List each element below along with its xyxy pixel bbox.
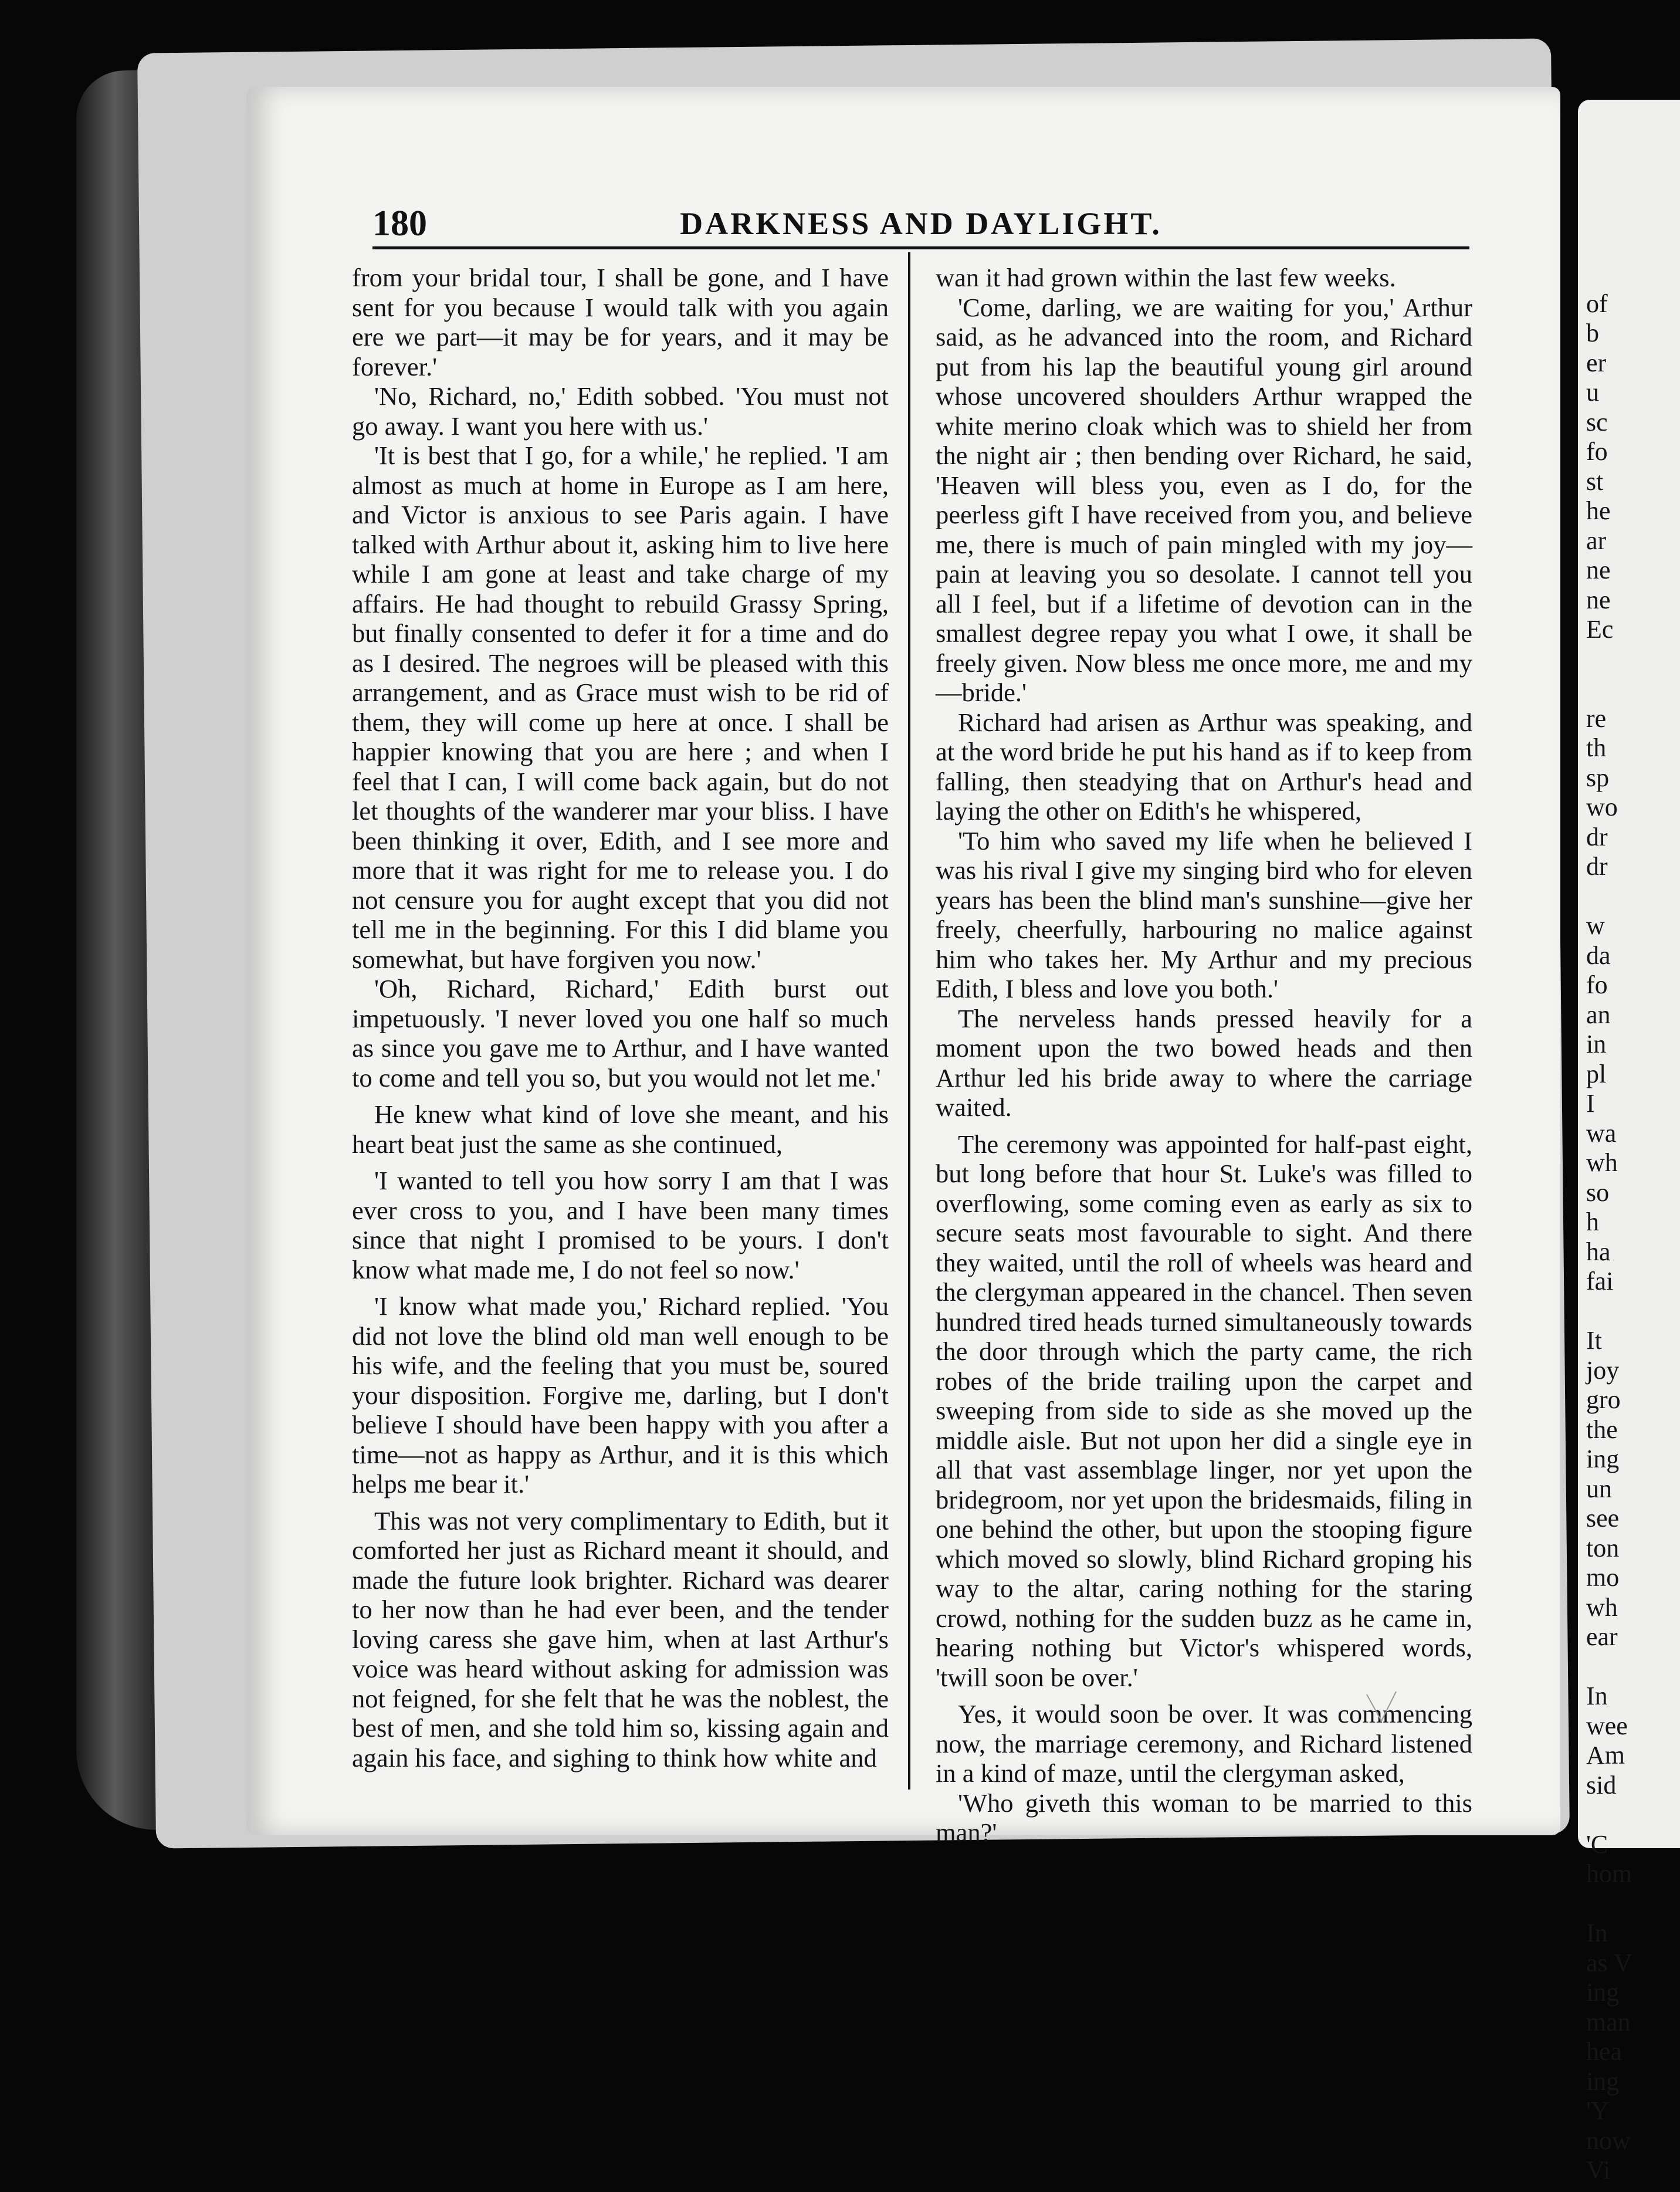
paragraph: from your bridal tour, I shall be gone, and I have sent for you because I would talk with you again ere we part—it may be for years, and it may be forever.' <box>352 263 889 381</box>
column-divider <box>908 252 910 1790</box>
adjacent-page-fragment: ne <box>1586 556 1611 584</box>
adjacent-page-fragment: sc <box>1586 407 1608 437</box>
adjacent-page-fragment: mo <box>1586 1563 1620 1592</box>
adjacent-page-fragment <box>1578 645 1680 675</box>
adjacent-page-fragment: ne <box>1586 585 1611 614</box>
paragraph: 'Oh, Richard, Richard,' Edith burst out impetuously. 'I never loved you one half so much as since you gave me to Arthur, and I have wanted to come and tell you so, but you would not let me.' <box>352 974 889 1092</box>
page-header <box>372 197 1469 250</box>
paragraph: 'I wanted to tell you how sorry I am that I was ever cross to you, and I have been many times since that night I promised to be yours. I don't know what made me, I do not feel so now.' <box>352 1166 889 1284</box>
left-column <box>352 263 889 1772</box>
adjacent-page-fragment: st <box>1586 466 1604 496</box>
adjacent-page-fragment: ha <box>1586 1237 1611 1266</box>
adjacent-page-fragment: fo <box>1586 970 1608 999</box>
adjacent-page-fragment: he <box>1586 496 1611 525</box>
adjacent-page-fragment: of <box>1586 289 1608 318</box>
adjacent-page-fragment <box>1578 882 1680 912</box>
adjacent-page-fragment: wa <box>1586 1118 1617 1148</box>
book-page <box>246 87 1560 1847</box>
adjacent-page-fragment <box>1578 674 1680 704</box>
paragraph: Richard had arisen as Arthur was speaking, and at the word bride he put his hand as if to keep from falling, then steadying that on Arthur's head and laying the other on Edith's he whispered, <box>936 707 1472 826</box>
adjacent-page-fragment: da <box>1586 941 1611 970</box>
adjacent-page-fragment: as V <box>1586 1948 1632 1977</box>
adjacent-page-fragment: fo <box>1586 437 1608 466</box>
adjacent-page-fragment: wee <box>1586 1711 1628 1740</box>
paragraph: 'It is best that I go, for a while,' he replied. 'I am almost as much at home in Europe as I am here, and Victor is anxious to see Paris again. I have talked with Arthur about it, asking him to live here while I am gone at least and take charge of my affairs. He had thought to rebuild Grassy Spring, but finally consented to defer it for a time and do as I desired. The negroes will be pleased with this arrangement, and as Grace must wish to be rid of them, they will come up here at once. I shall be happier knowing that you are here ; and when I feel that I can, I will come back again, but do not let thoughts of the wanderer mar your bliss. I have been thinking it over, Edith, and I see more and more that it was right for me to release you. I do not censure you for aught except that you did not tell me in the beginning. For this I did blame you somewhat, but have forgiven you now.' <box>352 441 889 974</box>
paragraph: 'I know what made you,' Richard replied. 'You did not love the blind old man well enough to be his wife, and the feeling that you must be, soured your disposition. Forgive me, darling, but I don't believe I should have been happy with you after a time—not as happy as Arthur, and it is this which helps me bear it.' <box>352 1291 889 1498</box>
paragraph: He knew what kind of love she meant, and his heart beat just the same as she continued, <box>352 1100 889 1159</box>
adjacent-page-fragment: so <box>1586 1178 1610 1207</box>
adjacent-page-fragment: gro <box>1586 1385 1621 1414</box>
adjacent-page-fragment: fai <box>1586 1267 1614 1295</box>
adjacent-page-fragment: 'Y <box>1586 2096 1610 2125</box>
adjacent-page-fragment: ar <box>1586 526 1607 555</box>
adjacent-page-fragment: Ec <box>1586 615 1614 644</box>
adjacent-page-fragment: un <box>1586 1474 1612 1503</box>
adjacent-page-fragment: wo <box>1586 793 1618 821</box>
adjacent-page-fragment: dr <box>1586 852 1608 881</box>
adjacent-page-fragment: th <box>1586 733 1607 762</box>
adjacent-page-fragment: w <box>1586 911 1605 940</box>
adjacent-page-fragment: In <box>1586 1682 1608 1710</box>
adjacent-page-fragment: man <box>1586 2007 1631 2037</box>
adjacent-page-fragment: ear <box>1586 1622 1618 1651</box>
adjacent-page-fragment: now <box>1586 2126 1631 2155</box>
running-title: DARKNESS AND DAYLIGHT. <box>680 206 1162 241</box>
adjacent-page-fragment <box>1578 259 1680 289</box>
adjacent-page-fragment: an <box>1586 1000 1611 1029</box>
paragraph: Yes, it would soon be over. It was commencing now, the marriage ceremony, and Richard listened in a kind of maze, until the clergyman asked, <box>936 1699 1472 1788</box>
adjacent-page-fragment: b <box>1586 319 1599 347</box>
adjacent-page-fragment: wh <box>1586 1148 1618 1177</box>
adjacent-page-fragment: in <box>1586 1030 1607 1058</box>
adjacent-page-fragment: see <box>1586 1504 1620 1533</box>
paragraph: 'No, Richard, no,' Edith sobbed. 'You must not go away. I want you here with us.' <box>352 381 889 441</box>
right-column <box>936 263 1472 1848</box>
page-corner-mark <box>1364 1689 1399 1724</box>
paragraph: This was not very complimentary to Edith, but it comforted her just as Richard meant it should, and made the future look brighter. Richard was dearer to her now than he had ever been, and the tender loving caress she gave him, when at last Arthur's voice was heard without asking for admission was not feigned, for she felt that he was the noblest, the best of men, and she told him so, kissing again and again his face, and sighing to think how white and <box>352 1506 889 1772</box>
adjacent-page-fragment: sp <box>1586 763 1610 792</box>
adjacent-page-fragment: ing <box>1586 1445 1620 1473</box>
adjacent-page-fragment: pl <box>1586 1059 1607 1088</box>
adjacent-page-fragment: ing <box>1586 2066 1620 2096</box>
adjacent-page-fragment: It <box>1586 1326 1602 1355</box>
adjacent-page-fragment: wh <box>1586 1592 1618 1622</box>
paragraph: 'Who giveth this woman to be married to this man?' <box>936 1788 1472 1847</box>
adjacent-page-fragment: hom <box>1586 1859 1632 1888</box>
adjacent-page-fragment: ing <box>1586 1978 1620 2007</box>
adjacent-page-fragment: sid <box>1586 1770 1617 1799</box>
adjacent-page-fragment <box>1578 1297 1680 1327</box>
adjacent-page-fragment: joy <box>1586 1355 1620 1385</box>
adjacent-page-fragment <box>1578 1800 1680 1830</box>
adjacent-page-fragment: 'C <box>1586 1829 1608 1859</box>
adjacent-page-fragment <box>1578 1652 1680 1682</box>
page-number: 180 <box>372 204 427 243</box>
header-rule <box>372 246 1469 249</box>
adjacent-page-fragment: hea <box>1586 2037 1623 2066</box>
paragraph: 'Come, darling, we are waiting for you,' Arthur said, as he advanced into the room, and Richard put from his lap the beautiful young girl around whose uncovered shoulders Arthur wrapped the white merino cloak which was to shield her from the night air ; then bending over Richard, he said, 'Heaven will bless you, even as I do, for the peerless gift I have received from you, and believe me, there is much of pain mingled with my joy—pain at leaving you so desolate. I cannot tell you all I feel, but if a lifetime of devotion can in the smallest degree repay you what I owe, it shall be freely given. Now bless me once more, me and my—bride.' <box>936 292 1472 707</box>
paragraph: wan it had grown within the last few weeks. <box>936 263 1396 292</box>
adjacent-page-fragment: er <box>1586 348 1607 377</box>
adjacent-page-fragment: Vi <box>1586 2156 1611 2184</box>
adjacent-page-fragment: dr <box>1586 822 1608 851</box>
adjacent-page-fragment: Am <box>1586 1741 1625 1770</box>
paragraph: The ceremony was appointed for half-past eight, but long before that hour St. Luke's was filled to overflowing, some coming even as early as six to secure seats most favourable to sight. And there they waited, until the roll of wheels was heard and the clergyman appeared in the chancel. Then seven hundred tired heads turned simultaneously towards the door through which the party came, the rich robes of the bride trailing upon the carpet and sweeping from side to side as she moved up the middle aisle. But not upon her did a single eye in all that vast assemblage linger, nor yet upon the bridegroom, nor yet upon the bridesmaids, filing in one behind the other, but upon the stooping figure which moved so slowly, blind Richard groping his way to the altar, caring nothing for the staring crowd, nothing for the sudden buzz as he came in, hearing nothing but Victor's whispered words, 'twill soon be over.' <box>936 1129 1472 1692</box>
adjacent-page-fragment <box>1578 1889 1680 1919</box>
paragraph: The nerveless hands pressed heavily for a moment upon the two bowed heads and then Arthur led his bride away to where the carriage waited. <box>936 1003 1472 1122</box>
adjacent-page-fragment: ton <box>1586 1533 1620 1562</box>
paragraph: 'To him who saved my life when he believed I was his rival I give my singing bird who for eleven years has been the blind man's sunshine—give her freely, cheerfully, harbouring no malice against him who takes her. My Arthur and my precious Edith, I bless and love you both.' <box>936 826 1472 1003</box>
adjacent-page-edge <box>1578 100 1680 2184</box>
adjacent-page-fragment: I <box>1586 1089 1595 1118</box>
adjacent-page-fragment: the <box>1586 1415 1618 1444</box>
adjacent-page-fragment: re <box>1586 703 1607 733</box>
adjacent-page-fragments <box>1578 100 1680 2186</box>
adjacent-page-fragment: u <box>1586 378 1599 407</box>
adjacent-page-fragment: In <box>1586 1919 1608 1947</box>
adjacent-page-fragment: h <box>1586 1207 1599 1236</box>
